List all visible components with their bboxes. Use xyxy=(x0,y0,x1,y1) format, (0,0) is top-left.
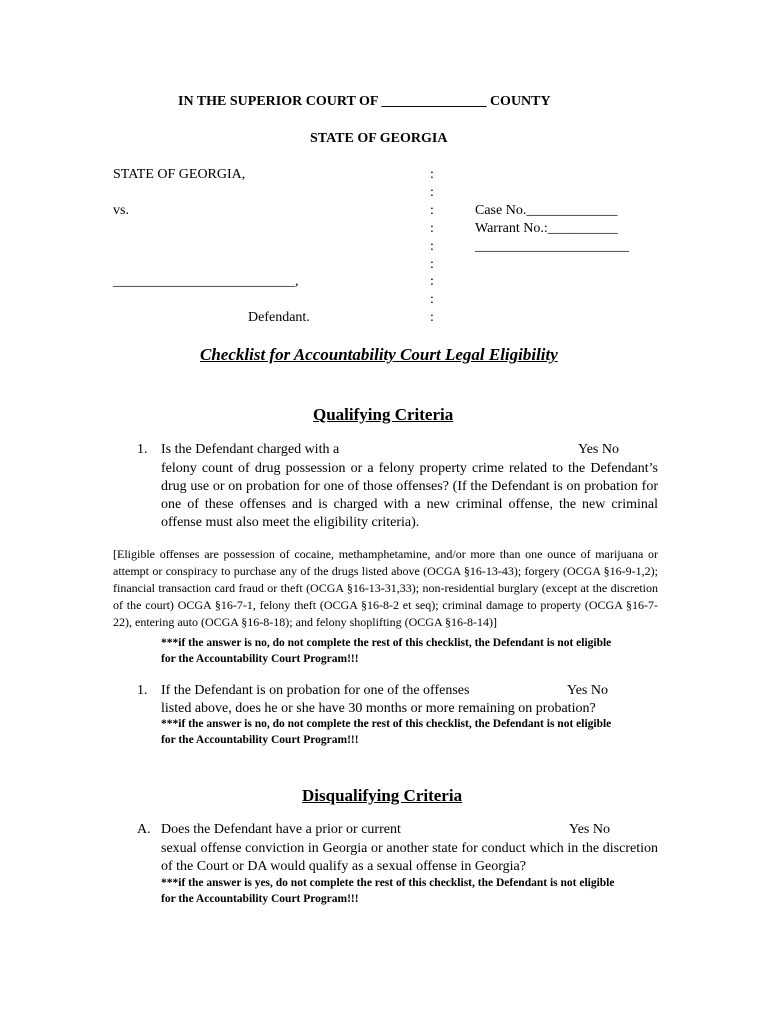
court-header: IN THE SUPERIOR COURT OF _______________ COUNTY xyxy=(178,94,551,109)
question-number: 1. xyxy=(137,442,148,457)
caption-colon: : xyxy=(430,257,434,272)
versus-label: vs. xyxy=(113,203,129,218)
eligibility-warning: ***if the answer is no, do not complete the rest of this checklist, the Defendant is not eligible xyxy=(161,718,612,730)
defendant-name-blank: __________________________, xyxy=(113,274,299,289)
eligibility-warning: for the Accountability Court Program!!! xyxy=(161,734,359,746)
question-text: listed above, does he or she have 30 months or more remaining on probation? xyxy=(161,701,596,716)
question-letter: A. xyxy=(137,822,151,837)
question-text: If the Defendant is on probation for one of the offenses xyxy=(161,683,470,698)
caption-colon: : xyxy=(430,310,434,325)
yes-no-options: Yes No xyxy=(578,442,619,457)
eligible-offenses-note: [Eligible offenses are possession of cocaine, methamphetamine, and/or more than one ounce of marijuana or attempt or conspiracy to purchase any of the drugs listed above (OCGA §16-13-43); forgery (OCGA §16-9-1,2); financial transaction card fraud or theft (OCGA §16-13-31,33); non-residential burglary (except at the discretion of the court) OCGA §16-7-1, felony theft (OCGA §16-8-2 et seq); criminal damage to property (OCGA §16-7-22), entering auto (OCGA §16-8-18); and felony shoplifting (OCGA §16-8-14)] xyxy=(113,547,658,629)
question-text: Is the Defendant charged with a xyxy=(161,442,340,457)
caption-colon: : xyxy=(430,239,434,254)
disqualifying-criteria-heading: Disqualifying Criteria xyxy=(302,786,463,805)
question-text: sexual offense conviction in Georgia or another state for conduct which in the discretion of the Court or DA would qualify as a sexual offense in Georgia? xyxy=(161,841,658,874)
state-header: STATE OF GEORGIA xyxy=(310,131,448,146)
caption-colon: : xyxy=(430,185,434,200)
question-number: 1. xyxy=(137,683,148,698)
caption-colon: : xyxy=(430,274,434,289)
eligibility-warning: ***if the answer is no, do not complete the rest of this checklist, the Defendant is not eligible xyxy=(161,637,612,649)
defendant-label: Defendant. xyxy=(248,310,310,325)
eligibility-warning: for the Accountability Court Program!!! xyxy=(161,893,359,905)
caption-colon: : xyxy=(430,167,434,182)
plaintiff-name: STATE OF GEORGIA, xyxy=(113,167,246,182)
yes-no-options: Yes No xyxy=(569,822,610,837)
qualifying-criteria-heading: Qualifying Criteria xyxy=(313,405,454,424)
caption-colon: : xyxy=(430,203,434,218)
warrant-number-field: Warrant No.:__________ xyxy=(475,221,618,236)
caption-colon: : xyxy=(430,221,434,236)
case-number-field: Case No._____________ xyxy=(475,203,618,218)
eligibility-warning: ***if the answer is yes, do not complete the rest of this checklist, the Defendant is not eligible xyxy=(161,877,615,889)
question-text: Does the Defendant have a prior or current xyxy=(161,822,401,837)
yes-no-options: Yes No xyxy=(567,683,608,698)
question-text: felony count of drug possession or a felony property crime related to the Defendant’s drug use or on probation for one of those offenses? (If the Defendant is on probation for one of these offenses and is charged with a new criminal offense, the new criminal offense must also meet the eligibility criteria). xyxy=(161,461,658,530)
caption-colon: : xyxy=(430,292,434,307)
document-title: Checklist for Accountability Court Legal Eligibility xyxy=(200,345,558,364)
eligibility-warning: for the Accountability Court Program!!! xyxy=(161,653,359,665)
extra-blank-line: ______________________ xyxy=(475,239,629,254)
